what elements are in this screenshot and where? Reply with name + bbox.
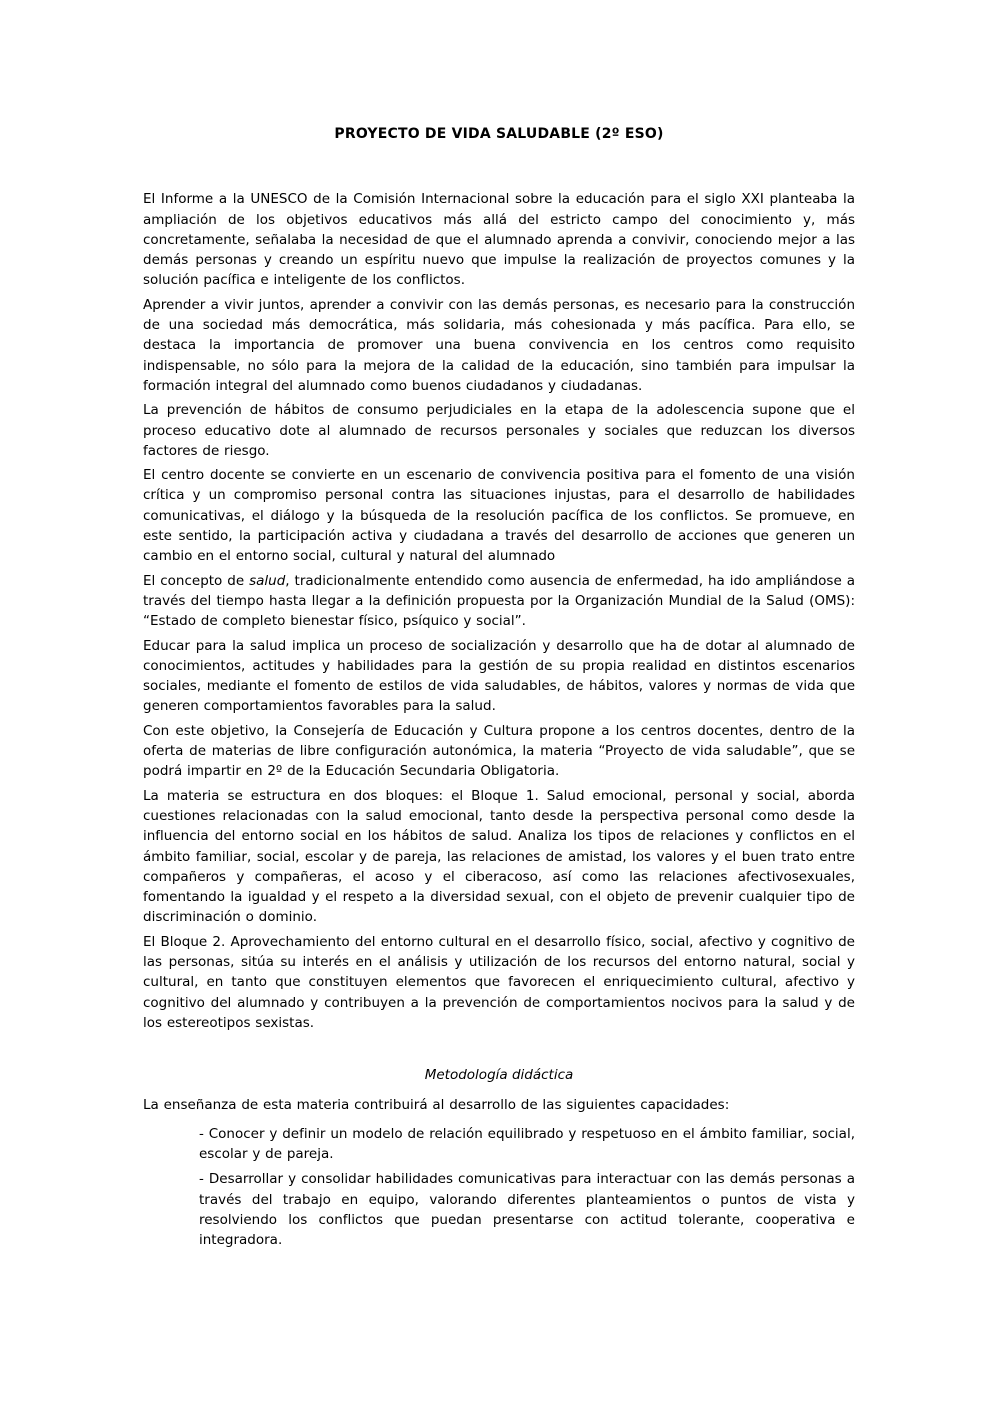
bullet-conocer-definir: - Conocer y definir un modelo de relación equilibrado y respetuoso en el ámbito familiar, social, escolar y de pareja. — [199, 1125, 855, 1163]
paragraph-educar-salud: Educar para la salud implica un proceso de socialización y desarrollo que ha de dotar al alumnado de conocimientos, actitudes y habilidades para la gestión de su propia realidad en distintos escenarios sociales, mediante el fomento de estilos de vida saludables, de hábitos, valores y normas de vida que generen comportamientos favorables para la salud. — [143, 637, 855, 715]
paragraph-unesco-informe: El Informe a la UNESCO de la Comisión Internacional sobre la educación para el siglo XXI planteaba la ampliación de los objetivos educativos más allá del estricto campo del conocimiento y, más concretamente, señalaba la necesidad de que el alumnado aprenda a convivir, conociendo mejor a las demás personas y creando un espíritu nuevo que impulse la realización de proyectos comunes y la solución pacífica e inteligente de los conflictos. — [143, 191, 855, 289]
paragraph-aprender-a-vivir: Aprender a vivir juntos, aprender a convivir con las demás personas, es necesario para la construcción de una sociedad más democrática, más solidaria, más cohesionada y más pacífica. Para ello, se destaca la importancia de promover una buena convivencia en los centros como requisito indispensable, no sólo para la mejora de la calidad de la educación, sino también para impulsar la formación integral del alumnado como buenos ciudadanos y ciudadanas. — [143, 296, 855, 394]
paragraph-bloque-2: El Bloque 2. Aprovechamiento del entorno cultural en el desarrollo físico, social, afectivo y cognitivo de las personas, sitúa su interés en el análisis y utilización de los recursos del entorno natural, social y cultural, en tanto que constituyen elementos que favorecen el enriquecimiento cultural, afectivo y cognitivo del alumnado y contribuyen a la prevención de comportamientos nocivos para la salud y de los estereotipos sexistas. — [143, 933, 855, 1031]
paragraph-prevencion-habitos: La prevención de hábitos de consumo perjudiciales en la etapa de la adolescencia supone que el proceso educativo dote al alumnado de recursos personales y sociales que reduzcan los diversos factores de riesgo. — [143, 402, 855, 459]
salud-term-italic: salud — [249, 572, 286, 589]
paragraph-concepto-salud — [143, 571, 855, 632]
bullet-desarrollar-consolidar: - Desarrollar y consolidar habilidades comunicativas para interactuar con las demás personas a través del trabajo en equipo, valorando diferentes planteamientos o puntos de vista y resolviendo los conflictos que puedan presentarse con actitud tolerante, cooperativa e integradora. — [199, 1171, 855, 1249]
paragraph-consejeria-propuesta: Con este objetivo, la Consejería de Educación y Cultura propone a los centros docentes, dentro de la oferta de materias de libre configuración autonómica, la materia “Proyecto de vida saludable”, que se podrá impartir en 2º de la Educación Secundaria Obligatoria. — [143, 722, 855, 780]
salud-paragraph-prefix: El concepto de — [143, 572, 250, 589]
section-heading-metodologia: Metodología didáctica — [424, 1067, 574, 1084]
document-title: PROYECTO DE VIDA SALUDABLE (2º ESO) — [334, 126, 664, 142]
paragraph-ensenanza-intro: La enseñanza de esta materia contribuirá al desarrollo de las siguientes capacidades: — [143, 1097, 730, 1114]
salud-paragraph-suffix: , tradicionalmente entendido como ausencia de enfermedad, ha ido ampliándose a través del tiempo hasta llegar a la definición propuesta por la Organización Mundial de la Salud (OMS): “Estado de completo bienestar físico, psíquico y social”. — [143, 572, 855, 630]
paragraph-centro-docente: El centro docente se convierte en un escenario de convivencia positiva para el fomento de una visión crítica y un compromiso personal contra las situaciones injustas, para el desarrollo de habilidades comunicativas, el diálogo y la búsqueda de la resolución pacífica de los conflictos. Se promueve, en este sentido, la participación activa y ciudadana a través del desarrollo de acciones que generen un cambio en el entorno social, cultural y natural del alumnado — [143, 467, 855, 565]
paragraph-bloque-1: La materia se estructura en dos bloques: el Bloque 1. Salud emocional, personal y social, aborda cuestiones relacionadas con la salud emocional, tanto desde la perspectiva personal como desde la influencia del entorno social en los hábitos de salud. Analiza los tipos de relaciones y conflictos en el ámbito familiar, social, escolar y de pareja, las relaciones de amistad, los valores y el buen trato entre compañeros y compañeras, el acoso y el ciberacoso, así como las relaciones afectivosexuales, fomentando la igualdad y el respeto a la diversidad sexual, con el objeto de prevenir cualquier tipo de discriminación o dominio. — [143, 787, 855, 926]
